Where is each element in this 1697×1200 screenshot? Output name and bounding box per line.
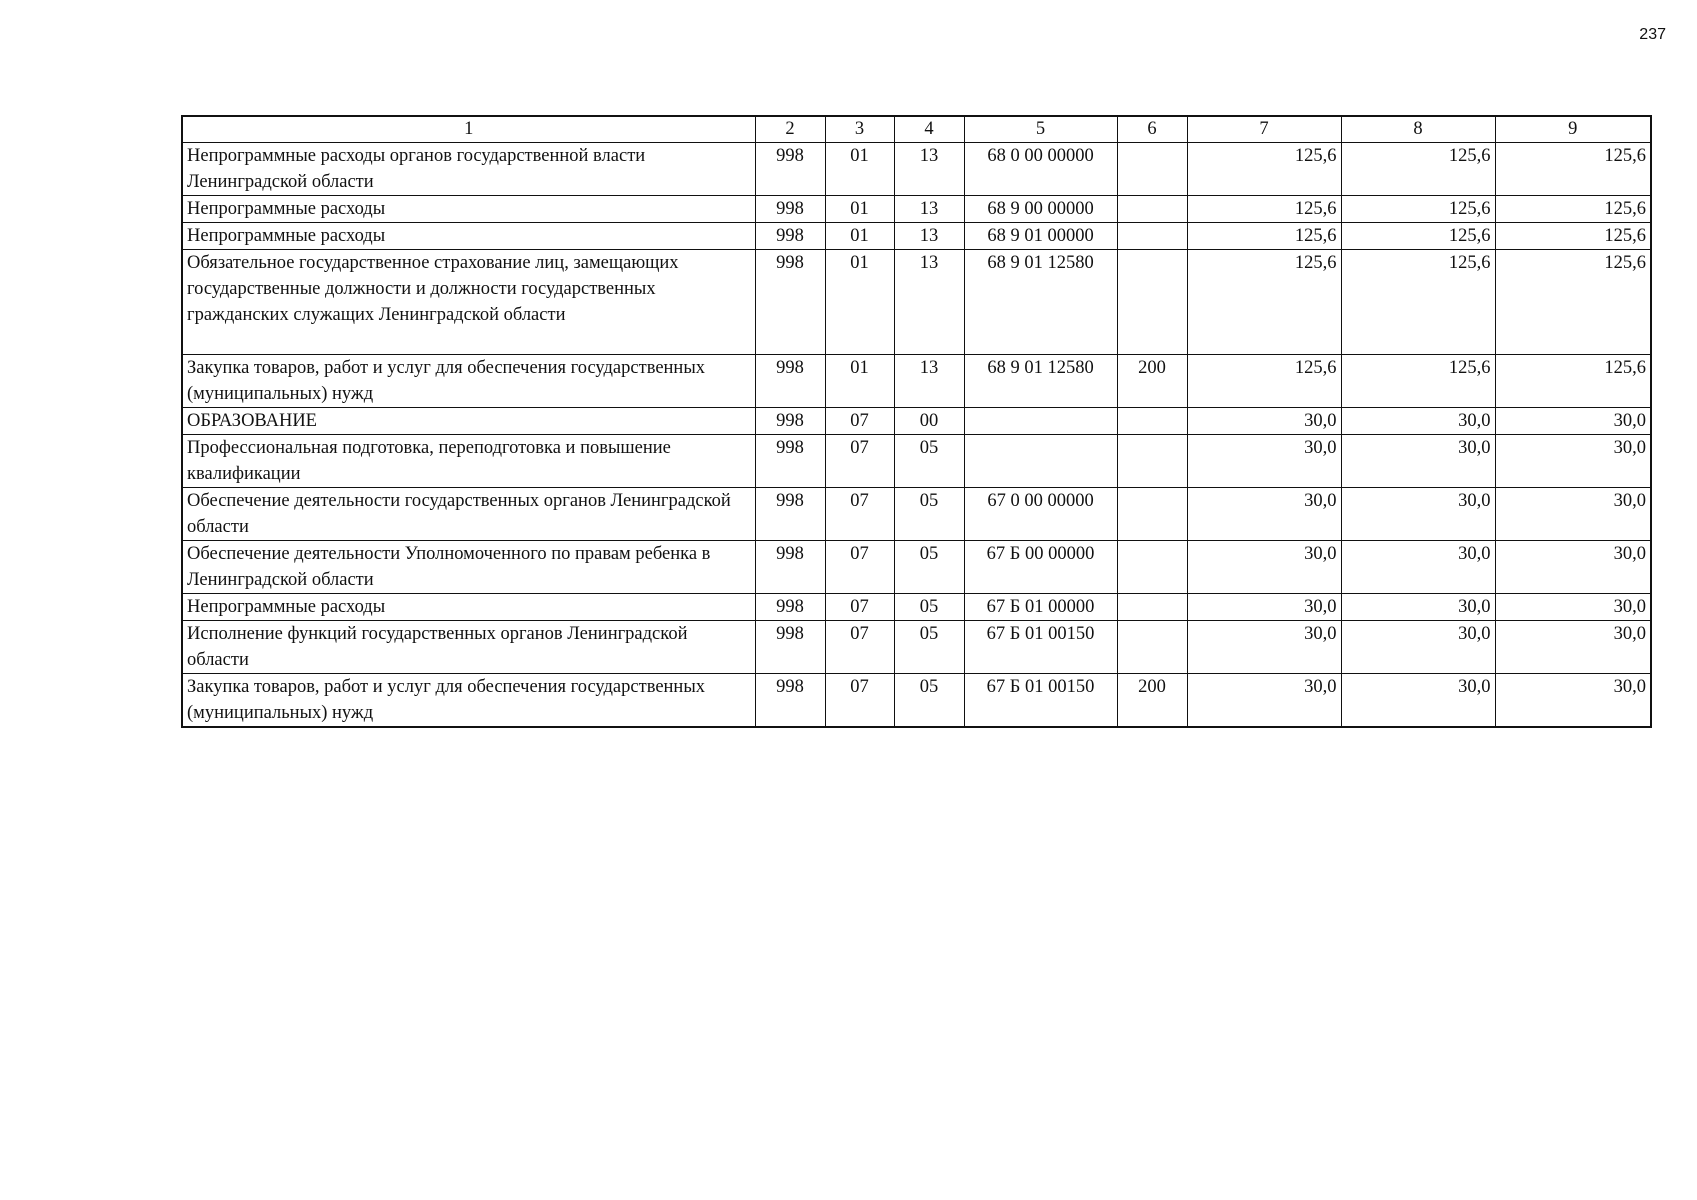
ministry-code-cell: 998 <box>755 250 825 355</box>
page-number: 237 <box>1639 26 1666 43</box>
amount-year-1-cell: 30,0 <box>1187 435 1341 488</box>
header-cell: 5 <box>964 116 1117 143</box>
expense-type-cell <box>1117 594 1187 621</box>
subsection-code-cell: 13 <box>894 355 964 408</box>
header-cell: 2 <box>755 116 825 143</box>
section-code-cell: 07 <box>825 541 894 594</box>
expense-type-cell <box>1117 488 1187 541</box>
row-description-cell: Закупка товаров, работ и услуг для обеспечения государственных (муниципальных) нужд <box>182 674 755 728</box>
amount-year-2-cell: 30,0 <box>1341 435 1495 488</box>
amount-year-3-cell: 30,0 <box>1495 674 1651 728</box>
section-code-cell: 07 <box>825 435 894 488</box>
table-row <box>182 408 1651 435</box>
subsection-code-cell: 13 <box>894 223 964 250</box>
amount-year-2-cell: 30,0 <box>1341 488 1495 541</box>
ministry-code-cell: 998 <box>755 674 825 728</box>
subsection-code-cell: 05 <box>894 621 964 674</box>
section-code-cell: 01 <box>825 223 894 250</box>
amount-year-2-cell: 30,0 <box>1341 541 1495 594</box>
header-cell: 1 <box>182 116 755 143</box>
amount-year-3-cell: 30,0 <box>1495 408 1651 435</box>
amount-year-3-cell: 125,6 <box>1495 223 1651 250</box>
target-article-cell: 67 0 00 00000 <box>964 488 1117 541</box>
ministry-code-cell: 998 <box>755 435 825 488</box>
expense-type-cell: 200 <box>1117 355 1187 408</box>
expense-type-cell <box>1117 435 1187 488</box>
subsection-code-cell: 00 <box>894 408 964 435</box>
header-row <box>182 116 1651 143</box>
section-code-cell: 07 <box>825 621 894 674</box>
table-row <box>182 435 1651 488</box>
header-cell: 4 <box>894 116 964 143</box>
amount-year-2-cell: 125,6 <box>1341 196 1495 223</box>
amount-year-1-cell: 30,0 <box>1187 488 1341 541</box>
section-code-cell: 07 <box>825 674 894 728</box>
amount-year-1-cell: 125,6 <box>1187 250 1341 355</box>
subsection-code-cell: 05 <box>894 488 964 541</box>
section-code-cell: 01 <box>825 143 894 196</box>
subsection-code-cell: 05 <box>894 594 964 621</box>
table-row <box>182 488 1651 541</box>
amount-year-1-cell: 125,6 <box>1187 196 1341 223</box>
target-article-cell: 68 9 00 00000 <box>964 196 1117 223</box>
target-article-cell: 67 Б 00 00000 <box>964 541 1117 594</box>
ministry-code-cell: 998 <box>755 488 825 541</box>
budget-table <box>181 115 1652 728</box>
ministry-code-cell: 998 <box>755 408 825 435</box>
expense-type-cell <box>1117 541 1187 594</box>
amount-year-3-cell: 30,0 <box>1495 621 1651 674</box>
section-code-cell: 01 <box>825 196 894 223</box>
row-description-cell: Непрограммные расходы органов государственной власти Ленинградской области <box>182 143 755 196</box>
subsection-code-cell: 13 <box>894 250 964 355</box>
amount-year-3-cell: 30,0 <box>1495 435 1651 488</box>
row-description-cell: Обеспечение деятельности Уполномоченного по правам ребенка в Ленинградской области <box>182 541 755 594</box>
expense-type-cell <box>1117 223 1187 250</box>
amount-year-1-cell: 30,0 <box>1187 621 1341 674</box>
row-description-cell: Профессиональная подготовка, переподготовка и повышение квалификации <box>182 435 755 488</box>
section-code-cell: 07 <box>825 488 894 541</box>
target-article-cell: 68 9 01 00000 <box>964 223 1117 250</box>
table-row <box>182 355 1651 408</box>
ministry-code-cell: 998 <box>755 621 825 674</box>
expense-type-cell <box>1117 143 1187 196</box>
subsection-code-cell: 13 <box>894 143 964 196</box>
subsection-code-cell: 05 <box>894 541 964 594</box>
amount-year-2-cell: 125,6 <box>1341 355 1495 408</box>
table-body <box>182 116 1651 727</box>
target-article-cell: 67 Б 01 00150 <box>964 674 1117 728</box>
amount-year-1-cell: 30,0 <box>1187 408 1341 435</box>
subsection-code-cell: 05 <box>894 674 964 728</box>
table-row <box>182 541 1651 594</box>
row-description-cell: ОБРАЗОВАНИЕ <box>182 408 755 435</box>
amount-year-2-cell: 125,6 <box>1341 250 1495 355</box>
section-code-cell: 01 <box>825 355 894 408</box>
ministry-code-cell: 998 <box>755 196 825 223</box>
table-row <box>182 674 1651 728</box>
section-code-cell: 07 <box>825 408 894 435</box>
row-description-cell: Обеспечение деятельности государственных органов Ленинградской области <box>182 488 755 541</box>
amount-year-3-cell: 30,0 <box>1495 488 1651 541</box>
amount-year-2-cell: 30,0 <box>1341 594 1495 621</box>
amount-year-3-cell: 125,6 <box>1495 143 1651 196</box>
target-article-cell <box>964 408 1117 435</box>
expense-type-cell: 200 <box>1117 674 1187 728</box>
row-description-cell: Непрограммные расходы <box>182 223 755 250</box>
table-row <box>182 143 1651 196</box>
header-cell: 8 <box>1341 116 1495 143</box>
amount-year-3-cell: 30,0 <box>1495 541 1651 594</box>
subsection-code-cell: 05 <box>894 435 964 488</box>
amount-year-1-cell: 125,6 <box>1187 223 1341 250</box>
ministry-code-cell: 998 <box>755 541 825 594</box>
target-article-cell: 68 9 01 12580 <box>964 355 1117 408</box>
expense-type-cell <box>1117 621 1187 674</box>
amount-year-3-cell: 30,0 <box>1495 594 1651 621</box>
amount-year-1-cell: 30,0 <box>1187 594 1341 621</box>
expense-type-cell <box>1117 250 1187 355</box>
target-article-cell: 68 9 01 12580 <box>964 250 1117 355</box>
amount-year-1-cell: 125,6 <box>1187 143 1341 196</box>
amount-year-1-cell: 30,0 <box>1187 674 1341 728</box>
amount-year-2-cell: 30,0 <box>1341 621 1495 674</box>
table-row <box>182 594 1651 621</box>
row-description-cell: Непрограммные расходы <box>182 196 755 223</box>
ministry-code-cell: 998 <box>755 594 825 621</box>
header-cell: 7 <box>1187 116 1341 143</box>
header-cell: 3 <box>825 116 894 143</box>
section-code-cell: 07 <box>825 594 894 621</box>
amount-year-3-cell: 125,6 <box>1495 196 1651 223</box>
ministry-code-cell: 998 <box>755 143 825 196</box>
section-code-cell: 01 <box>825 250 894 355</box>
amount-year-2-cell: 125,6 <box>1341 223 1495 250</box>
expense-type-cell <box>1117 196 1187 223</box>
row-description-cell: Обязательное государственное страхование лиц, замещающих государственные должности и должности государственных гражданских служащих Ленинградской области <box>182 250 755 355</box>
target-article-cell: 67 Б 01 00000 <box>964 594 1117 621</box>
table-row <box>182 223 1651 250</box>
row-description-cell: Закупка товаров, работ и услуг для обеспечения государственных (муниципальных) нужд <box>182 355 755 408</box>
header-cell: 6 <box>1117 116 1187 143</box>
row-description-cell: Исполнение функций государственных органов Ленинградской области <box>182 621 755 674</box>
amount-year-2-cell: 30,0 <box>1341 674 1495 728</box>
ministry-code-cell: 998 <box>755 355 825 408</box>
table-row <box>182 250 1651 355</box>
row-description-cell: Непрограммные расходы <box>182 594 755 621</box>
amount-year-1-cell: 30,0 <box>1187 541 1341 594</box>
subsection-code-cell: 13 <box>894 196 964 223</box>
target-article-cell: 67 Б 01 00150 <box>964 621 1117 674</box>
header-cell: 9 <box>1495 116 1651 143</box>
amount-year-1-cell: 125,6 <box>1187 355 1341 408</box>
ministry-code-cell: 998 <box>755 223 825 250</box>
amount-year-3-cell: 125,6 <box>1495 355 1651 408</box>
target-article-cell: 68 0 00 00000 <box>964 143 1117 196</box>
table-row <box>182 621 1651 674</box>
table-row <box>182 196 1651 223</box>
amount-year-2-cell: 125,6 <box>1341 143 1495 196</box>
amount-year-3-cell: 125,6 <box>1495 250 1651 355</box>
target-article-cell <box>964 435 1117 488</box>
amount-year-2-cell: 30,0 <box>1341 408 1495 435</box>
expense-type-cell <box>1117 408 1187 435</box>
